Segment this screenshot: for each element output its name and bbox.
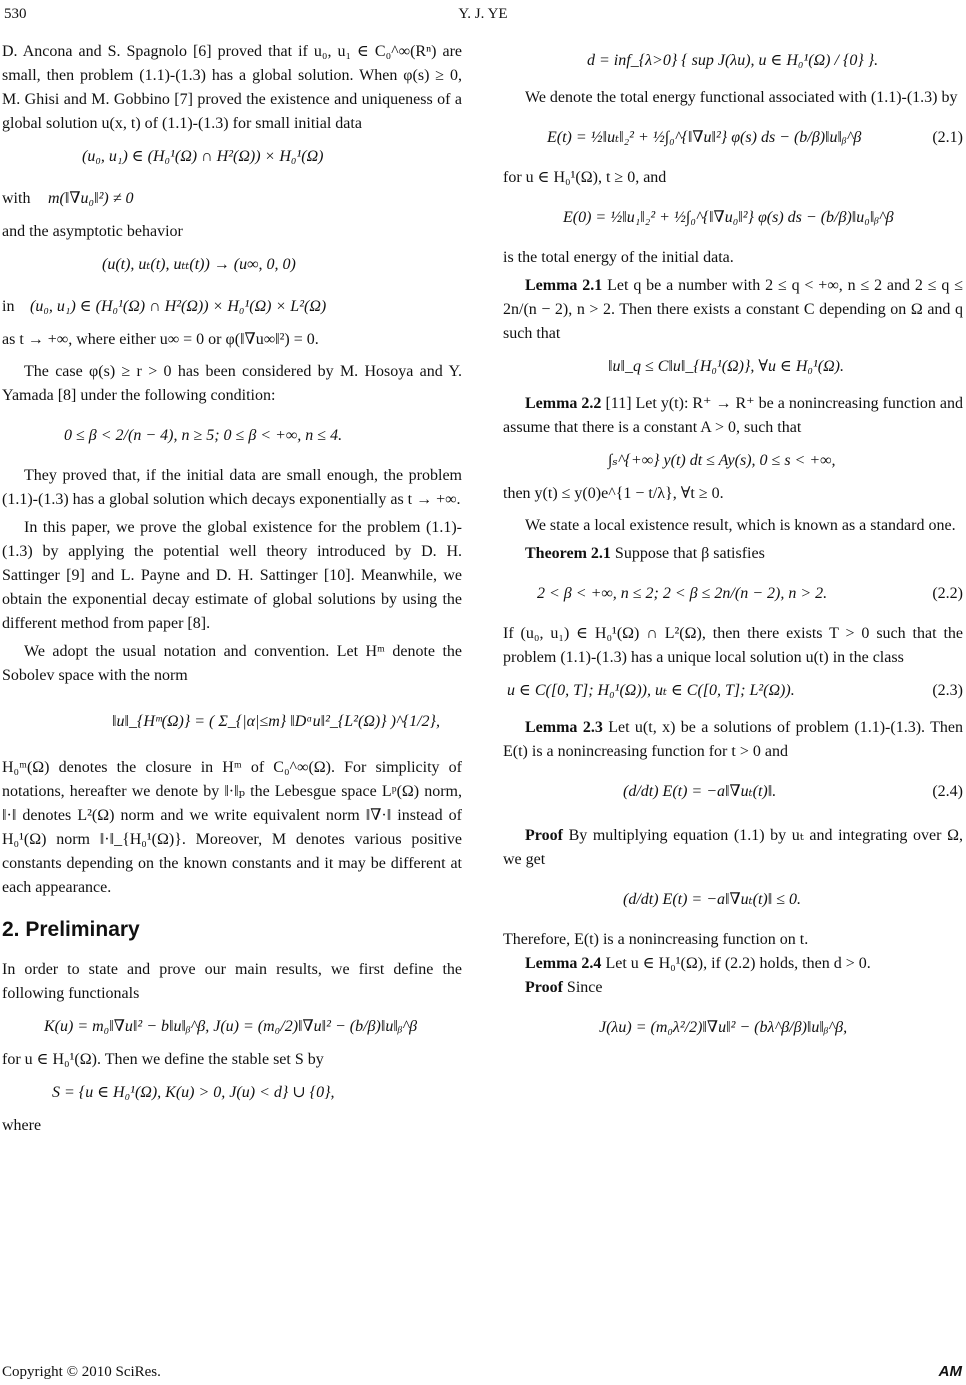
paragraph-stable-set: for u ∈ H₀¹(Ω). Then we define the stable set S by bbox=[2, 1051, 324, 1068]
paragraph-hosoya: The case φ(s) ≥ r > 0 has been considered by M. Hosoya and Y. Yamada [8] under the following condition: bbox=[2, 363, 462, 404]
asymptotic-text: and the asymptotic behavior bbox=[2, 223, 183, 240]
then-line: then y(t) ≤ y(0)e^{1 − t/λ}, ∀t ≥ 0. bbox=[503, 485, 724, 502]
equation-beta-condition: 0 ≤ β < 2/(n − 4), n ≥ 5; 0 ≤ β < +∞, n ≤ 4. bbox=[64, 427, 343, 444]
paragraph-decay: They proved that, if the initial data are small enough, the problem (1.1)-(1.3) has a global solution which decays exponentially as t → +∞. bbox=[2, 467, 462, 508]
equation-d-definition: d = inf_{λ>0} { sup J(λu), u ∈ H₀¹(Ω) / {0} }. bbox=[587, 52, 879, 69]
page-header bbox=[0, 0, 966, 34]
left-column bbox=[2, 40, 462, 1138]
equation-beta-range: 2 < β < +∞, n ≤ 2; 2 < β ≤ 2n/(n − 2), n > 2. (2.2) bbox=[503, 566, 963, 622]
right-column bbox=[503, 40, 963, 1056]
proof-2-3: Proof By multiplying equation (1.1) by uₜ and integrating over Ω, we get bbox=[503, 827, 964, 868]
paragraph-notation: We adopt the usual notation and convention. Let Hᵐ denote the Sobolev space with the norm bbox=[2, 643, 462, 684]
page-number: 530 bbox=[4, 6, 27, 22]
equation-sobolev-norm: ‖u‖_{Hᵐ(Ω)} = ( Σ_{|α|≤m} ‖Dᵅu‖²_{L²(Ω)} )^{1/2}, bbox=[112, 713, 440, 730]
journal-abbrev: AM bbox=[938, 1363, 962, 1380]
theorem-2-1: Theorem 2.1 Suppose that β satisfies bbox=[525, 545, 765, 562]
equation-sobolev-embedding: ‖u‖_q ≤ C‖u‖_{H₀¹(Ω)}, ∀u ∈ H₀¹(Ω). bbox=[608, 358, 844, 375]
lemma-2-2: Lemma 2.2 [11] Let y(t): R⁺ → R⁺ be a nonincreasing function and assume that there is a constant A > 0, such that bbox=[503, 395, 964, 436]
equation-energy-derivative: (d/dt) E(t) = −a‖∇uₜ(t)‖. (2.4) bbox=[503, 764, 963, 820]
paragraph-closure: H₀ᵐ(Ω) denotes the closure in Hᵐ of C₀^∞(Ω). For simplicity of notations, hereafter we denote by ‖·‖ₚ the Lebesgue space Lᵖ(Ω) norm, ‖·‖ denotes L²(Ω) norm and we write equivalent norm ‖∇·‖ instead of H₀¹(Ω) norm ‖·‖_{H₀¹(Ω)}. Moreover, M denotes various positive constants depending on the known constants and it may be different at each appearance. bbox=[2, 759, 462, 896]
equation-number: (2.2) bbox=[932, 585, 963, 602]
equation-number: (2.1) bbox=[932, 129, 963, 146]
lemma-2-4: Lemma 2.4 Let u ∈ H₀¹(Ω), if (2.2) holds, then d > 0. bbox=[525, 955, 871, 972]
paragraph-this-paper: In this paper, we prove the global existence for the problem (1.1)-(1.3) by applying the potential well theory introduced by D. H. Sattinger [9] and L. Payne and D. H. Sattinger [10]. Meanwhile, we obtain the exponential decay estimate of global solutions by using the different method from paper [8]. bbox=[2, 519, 462, 632]
lemma-2-1: Lemma 2.1 Let q be a number with 2 ≤ q < +∞, n ≤ 2 and 2 ≤ q ≤ 2n/(n − 2), n > 2. Then there exists a constant C depending on Ω and q such that bbox=[503, 277, 963, 342]
total-energy-text: is the total energy of the initial data. bbox=[503, 249, 734, 266]
paragraph-theorem-body: If (u₀, u₁) ∈ H₀¹(Ω) ∩ L²(Ω), then there exists T > 0 such that the problem (1.1)-(1.3) has a unique local solution u(t) in the class bbox=[503, 625, 963, 666]
equation-initial-data: (u₀, u₁) ∈ (H₀¹(Ω) ∩ H²(Ω)) × H₀¹(Ω) bbox=[82, 148, 324, 165]
equation-k-j: K(u) = m₀‖∇u‖² − b‖u‖ᵦ^β, J(u) = (m₀/2)‖∇u‖² − (b/β)‖u‖ᵦ^β bbox=[44, 1018, 418, 1035]
as-line: as t → +∞, where either u∞ = 0 or φ(‖∇u∞‖²) = 0. bbox=[2, 331, 319, 348]
intro-paragraph-1: D. Ancona and S. Spagnolo [6] proved that if u₀, u₁ ∈ C₀^∞(Rⁿ) are small, then problem (1.1)-(1.3) has a global solution. When φ(s) ≥ 0, M. Ghisi and M. Gobbino [7] proved the existence and uniqueness of a global solution u(x, t) of (1.1)-(1.3) for small initial data bbox=[2, 43, 462, 132]
paragraph-functionals: In order to state and prove our main results, we first define the following functionals bbox=[2, 961, 462, 1002]
equation-number: (2.3) bbox=[932, 682, 963, 699]
equation-j-lambda: J(λu) = (m₀λ²/2)‖∇u‖² − (bλ^β/β)‖u‖ᵦ^β, bbox=[599, 1019, 848, 1036]
where-text: where bbox=[2, 1117, 42, 1134]
equation-energy: E(t) = ½‖uₜ‖₂² + ½∫₀^{‖∇u‖²} φ(s) ds − (b/β)‖u‖ᵦ^β (2.1) bbox=[503, 110, 963, 166]
for-and-line: for u ∈ H₀¹(Ω), t ≥ 0, and bbox=[503, 169, 667, 186]
equation-space: in (u₀, u₁) ∈ (H₀¹(Ω) ∩ H²(Ω)) × H₀¹(Ω) × L²(Ω) bbox=[2, 298, 327, 315]
equation-stable-set: S = {u ∈ H₀¹(Ω), K(u) > 0, J(u) < d} ∪ {0}, bbox=[52, 1084, 335, 1101]
paragraph-energy: We denote the total energy functional associated with (1.1)-(1.3) by bbox=[525, 89, 958, 106]
therefore-line: Therefore, E(t) is a nonincreasing function on t. bbox=[503, 931, 809, 948]
section-heading: 2. Preliminary bbox=[2, 918, 140, 941]
equation-number: (2.4) bbox=[932, 783, 963, 800]
equation-solution-class: u ∈ C([0, T]; H₀¹(Ω)), uₜ ∈ C([0, T]; L²(Ω)). (2.3) bbox=[503, 670, 963, 712]
lemma-2-3: Lemma 2.3 Let u(t, x) be a solutions of problem (1.1)-(1.3). Then E(t) is a nonincreasing function for t > 0 and bbox=[503, 719, 963, 760]
copyright-text: Copyright © 2010 SciRes. bbox=[2, 1364, 161, 1380]
running-author: Y. J. YE bbox=[458, 6, 508, 22]
equation-asymptotic: (u(t), uₜ(t), uₜₜ(t)) → (u∞, 0, 0) bbox=[102, 256, 296, 273]
paragraph-local-existence: We state a local existence result, which is known as a standard one. bbox=[525, 517, 956, 534]
equation-m-condition: with m(‖∇u₀‖²) ≠ 0 bbox=[2, 190, 134, 207]
equation-initial-energy: E(0) = ½‖u₁‖₂² + ½∫₀^{‖∇u₀‖²} φ(s) ds − (b/β)‖u₀‖ᵦ^β bbox=[563, 209, 894, 226]
equation-energy-nonincreasing: (d/dt) E(t) = −a‖∇uₜ(t)‖ ≤ 0. bbox=[623, 891, 801, 908]
proof-2-4: Proof Since bbox=[525, 979, 603, 996]
equation-integral-bound: ∫ₛ^{+∞} y(t) dt ≤ Ay(s), 0 ≤ s < +∞, bbox=[608, 452, 836, 469]
